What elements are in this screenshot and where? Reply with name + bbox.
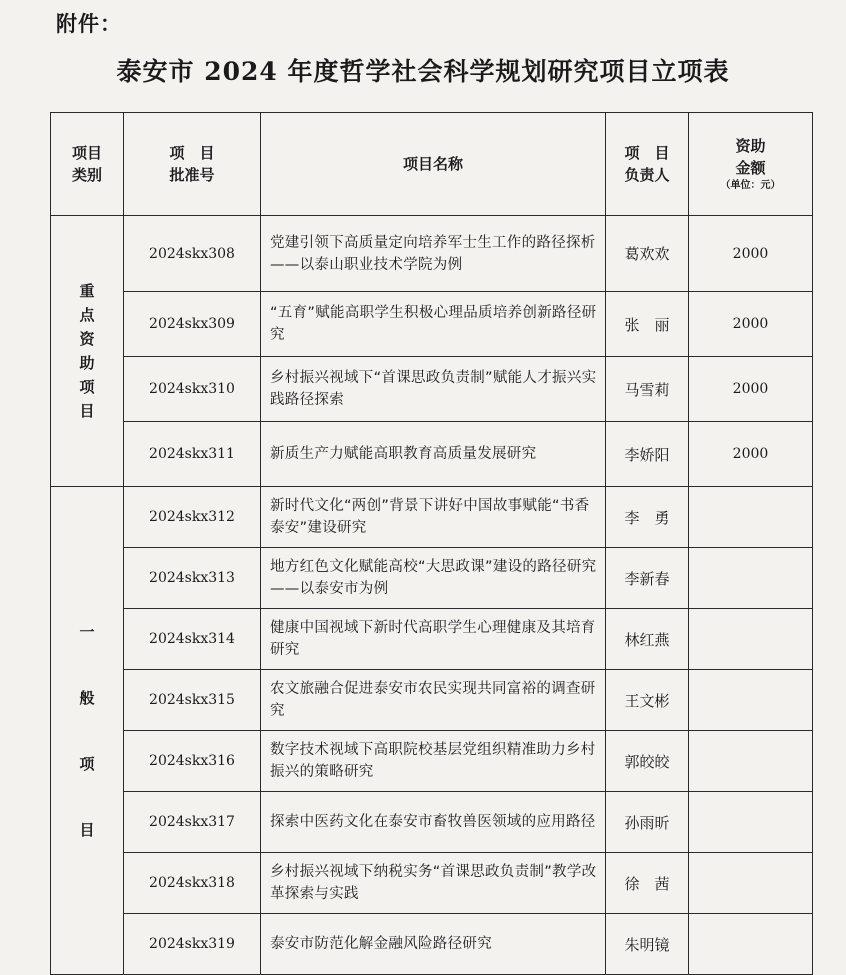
funding-amount <box>689 853 813 914</box>
project-name: 新质生产力赋能高职教育高质量发展研究 <box>261 422 606 487</box>
project-leader: 李娇阳 <box>606 422 689 487</box>
project-leader: 徐 茜 <box>606 853 689 914</box>
approval-number: 2024skx314 <box>124 609 261 670</box>
approval-number: 2024skx309 <box>124 292 261 357</box>
project-leader: 孙雨昕 <box>606 792 689 853</box>
project-name: 乡村振兴视域下“首课思政负责制”赋能人才振兴实践路径探索 <box>261 357 606 422</box>
project-name: 数字技术视域下高职院校基层党组织精准助力乡村振兴的策略研究 <box>261 731 606 792</box>
amount-unit: （单位：元） <box>720 180 781 191</box>
project-name: 健康中国视域下新时代高职学生心理健康及其培育研究 <box>261 609 606 670</box>
project-leader: 郭皎皎 <box>606 731 689 792</box>
funding-amount: 2000 <box>689 292 813 357</box>
project-name: 探索中医药文化在泰安市畜牧兽医领域的应用路径 <box>261 792 606 853</box>
project-name: 乡村振兴视域下纳税实务“首课思政负责制”教学改革探索与实践 <box>261 853 606 914</box>
project-name: 地方红色文化赋能高校“大思政课”建设的路径研究——以泰安市为例 <box>261 548 606 609</box>
funding-amount: 2000 <box>689 422 813 487</box>
col-header-amount <box>689 113 813 216</box>
table-body <box>51 216 813 975</box>
project-name: 农文旅融合促进泰安市农民实现共同富裕的调查研究 <box>261 670 606 731</box>
approval-number: 2024skx317 <box>124 792 261 853</box>
project-leader: 林红燕 <box>606 609 689 670</box>
col-header-approval-no: 项 目 批准号 <box>124 113 261 216</box>
funding-amount <box>689 609 813 670</box>
funding-amount <box>689 792 813 853</box>
table-row <box>51 609 813 670</box>
category-label: 一般项目 <box>79 622 95 839</box>
project-leader: 葛欢欢 <box>606 216 689 292</box>
funding-amount <box>689 548 813 609</box>
col-header-category: 项目 类别 <box>51 113 124 216</box>
project-name: “五育”赋能高职学生积极心理品质培养创新路径研究 <box>261 292 606 357</box>
amount-header-label: 资助 金额 <box>735 137 766 177</box>
table-row <box>51 487 813 548</box>
table-row <box>51 548 813 609</box>
funding-amount <box>689 731 813 792</box>
approval-number: 2024skx313 <box>124 548 261 609</box>
funding-amount <box>689 914 813 975</box>
project-leader: 朱明镜 <box>606 914 689 975</box>
approval-number: 2024skx308 <box>124 216 261 292</box>
funding-amount <box>689 670 813 731</box>
approval-number: 2024skx316 <box>124 731 261 792</box>
funding-amount: 2000 <box>689 216 813 292</box>
approval-number: 2024skx319 <box>124 914 261 975</box>
project-leader: 张 丽 <box>606 292 689 357</box>
table-row <box>51 792 813 853</box>
funding-amount: 2000 <box>689 357 813 422</box>
project-leader: 李新春 <box>606 548 689 609</box>
col-header-leader: 项 目 负责人 <box>606 113 689 216</box>
attachment-label: 附件： <box>56 12 122 36</box>
table-row <box>51 422 813 487</box>
project-name: 泰安市防范化解金融风险路径研究 <box>261 914 606 975</box>
project-leader: 马雪莉 <box>606 357 689 422</box>
category-label: 重点资助项目 <box>79 282 95 420</box>
approval-number: 2024skx312 <box>124 487 261 548</box>
project-leader: 王文彬 <box>606 670 689 731</box>
approval-number: 2024skx315 <box>124 670 261 731</box>
category-cell <box>51 216 124 487</box>
table-row <box>51 292 813 357</box>
document-title: 泰安市 2024 年度哲学社会科学规划研究项目立项表 <box>116 57 730 86</box>
project-table <box>50 112 813 975</box>
col-header-project-name: 项目名称 <box>261 113 606 216</box>
approval-number: 2024skx310 <box>124 357 261 422</box>
table-row <box>51 853 813 914</box>
table-row <box>51 216 813 292</box>
table-row <box>51 670 813 731</box>
project-name: 党建引领下高质量定向培养军士生工作的路径探析——以泰山职业技术学院为例 <box>261 216 606 292</box>
approval-number: 2024skx318 <box>124 853 261 914</box>
table-row <box>51 914 813 975</box>
category-cell <box>51 487 124 975</box>
table-row <box>51 731 813 792</box>
approval-number: 2024skx311 <box>124 422 261 487</box>
funding-amount <box>689 487 813 548</box>
project-leader: 李 勇 <box>606 487 689 548</box>
table-row <box>51 357 813 422</box>
project-name: 新时代文化“两创”背景下讲好中国故事赋能“书香泰安”建设研究 <box>261 487 606 548</box>
